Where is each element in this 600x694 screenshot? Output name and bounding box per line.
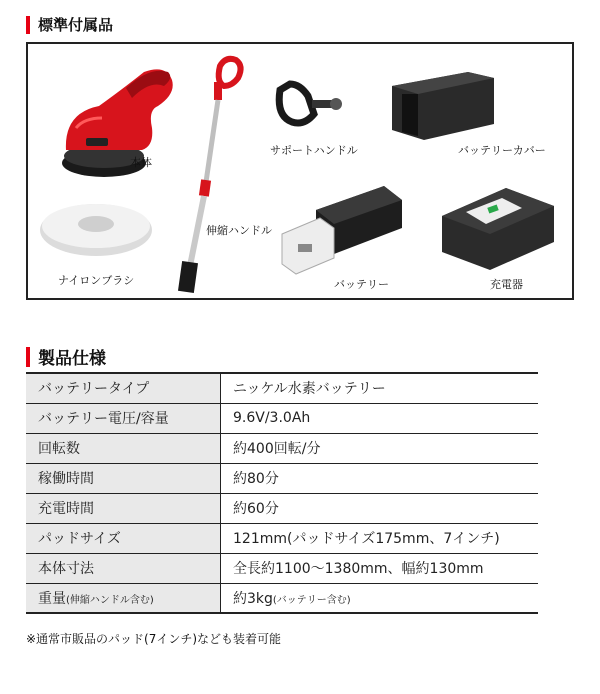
- spec-key-note: (伸縮ハンドル含む): [66, 594, 154, 606]
- table-row: [26, 523, 538, 553]
- spec-value-main: 約3kg: [233, 590, 273, 607]
- support-handle-label: サポートハンドル: [270, 144, 358, 157]
- table-row: [26, 403, 538, 433]
- spec-value: ニッケル水素バッテリー: [221, 373, 539, 403]
- battery-cover-image: [388, 64, 498, 144]
- telescopic-handle-label: 伸縮ハンドル: [206, 224, 272, 237]
- spec-value-note: (バッテリー含む): [272, 594, 351, 606]
- table-row: [26, 463, 538, 493]
- spec-key: 本体寸法: [26, 553, 221, 583]
- spec-value: 約80分: [221, 463, 539, 493]
- battery-image: [276, 180, 406, 276]
- spec-key: 充電時間: [26, 493, 221, 523]
- spec-key: バッテリー電圧/容量: [26, 403, 221, 433]
- accessories-title: 標準付属品: [38, 16, 114, 34]
- spec-value: 約60分: [221, 493, 539, 523]
- specs-heading: [26, 344, 106, 369]
- spec-value: 約400回転/分: [221, 433, 539, 463]
- table-row: [26, 583, 538, 613]
- spec-key: [26, 583, 221, 613]
- charger-image: [438, 178, 558, 274]
- heading-accent-bar: [26, 16, 30, 34]
- spec-value: 121mm(パッドサイズ175mm、7インチ): [221, 523, 539, 553]
- spec-value: 9.6V/3.0Ah: [221, 403, 539, 433]
- spec-key: バッテリータイプ: [26, 373, 221, 403]
- specs-title: 製品仕様: [38, 349, 106, 369]
- table-row: [26, 493, 538, 523]
- spec-value: [221, 583, 539, 613]
- table-row: [26, 553, 538, 583]
- nylon-brush-label: ナイロンブラシ: [58, 274, 135, 287]
- battery-label: バッテリー: [334, 278, 389, 291]
- table-row: [26, 433, 538, 463]
- spec-key-main: 重量: [38, 590, 66, 607]
- heading-accent-bar: [26, 347, 30, 367]
- telescopic-handle-image: [168, 52, 248, 298]
- accessories-panel: [26, 42, 574, 300]
- table-row: [26, 373, 538, 403]
- spec-key: 稼働時間: [26, 463, 221, 493]
- battery-cover-label: バッテリーカバー: [458, 144, 546, 157]
- spec-key: 回転数: [26, 433, 221, 463]
- nylon-brush-image: [36, 194, 156, 264]
- spec-value: 全長約1100〜1380mm、幅約130mm: [221, 553, 539, 583]
- footnote: ※通常市販品のパッド(7インチ)なども装着可能: [26, 632, 282, 646]
- charger-label: 充電器: [490, 278, 523, 291]
- accessories-heading: [26, 14, 113, 35]
- main-body-label: 本体: [130, 156, 152, 169]
- spec-table: [26, 372, 538, 614]
- support-handle-image: [270, 76, 350, 136]
- main-body-image: [54, 58, 182, 186]
- spec-key: パッドサイズ: [26, 523, 221, 553]
